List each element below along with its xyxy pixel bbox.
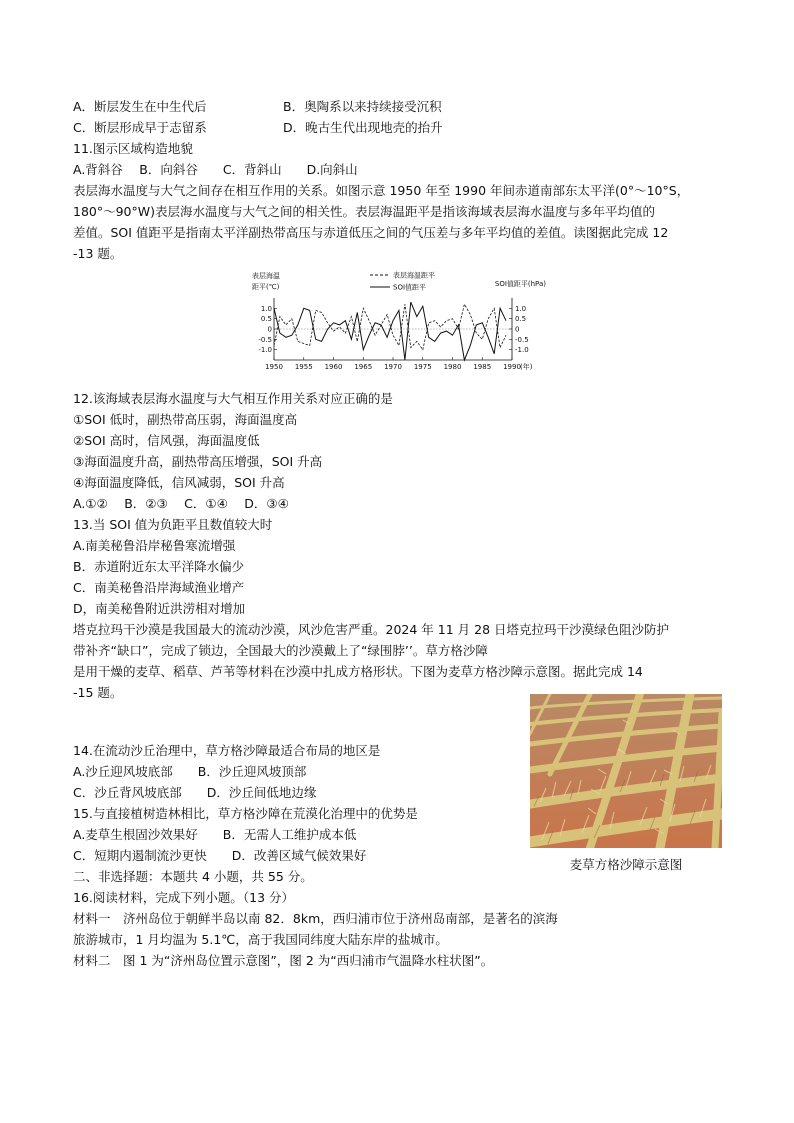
q16-material2: 材料二 图 1 为“济州岛位置示意图”，图 2 为“西归浦市气温降水柱状图”。	[73, 953, 494, 968]
left-tick-label: 0	[267, 325, 272, 334]
q14-stem: 14.在流动沙丘治理中，草方格沙障最适合布局的地区是	[73, 743, 381, 758]
passage1-line4: -13 题。	[73, 246, 123, 261]
q13-stem: 13.当 SOI 值为负距平且数值较大时	[73, 517, 273, 532]
q15-stem: 15.与直接植树造林相比，草方格沙障在荒漠化治理中的优势是	[73, 806, 418, 821]
chart-svg	[250, 268, 550, 380]
passage1-line3: 差值。SOI 值距平是指南太平洋副热带高压与赤道低压之间的气压差与多年平均值的差值。读图据此完成 12	[73, 225, 669, 240]
q13-option-b: B．赤道附近东太平洋降水偏少	[73, 559, 245, 574]
straw-checkerboard-photo	[530, 694, 722, 848]
q15-options-ab: A.麦草生根固沙效果好 B．无需人工维护成本低	[73, 827, 357, 842]
q13-option-a: A.南美秘鲁沿岸秘鲁寒流增强	[73, 538, 236, 553]
right-tick-label: 0.5	[515, 315, 527, 324]
x-tick-label: 1965	[354, 363, 373, 371]
left-tick-label: 0.5	[260, 315, 272, 324]
q15-options-cd: C．短期内遏制流沙更快 D．改善区域气候效果好	[73, 848, 367, 863]
right-tick-label: -1.0	[515, 346, 529, 355]
right-tick-label: -0.5	[515, 335, 529, 344]
q12-item-4: ④海面温度降低，信风减弱，SOI 升高	[73, 475, 285, 490]
q16-stem: 16.阅读材料，完成下列小题。（13 分）	[73, 890, 295, 905]
left-axis-title-line1: 表层海温	[252, 272, 280, 280]
legend-label-soi: SOI值距平	[393, 283, 427, 292]
passage2-line3: 是用干燥的麦草、稻草、芦苇等材料在沙漠中扎成方格形状。下图为麦草方格沙障示意图。据此完成 14	[73, 664, 643, 679]
x-tick-label: 1955	[294, 363, 313, 371]
passage2-line1: 塔克拉玛干沙漠是我国最大的流动沙漠，风沙危害严重。2024 年 11 月 28 日塔克拉玛干沙漠绿色阻沙防护	[73, 622, 669, 637]
series-line-soi	[274, 302, 506, 360]
q12-item-3: ③海面温度升高，副热带高压增强，SOI 升高	[73, 454, 323, 469]
q11-stem: 11.图示区域构造地貌	[73, 141, 193, 156]
q12-options: A.①② B．②③ C．①④ D．③④	[73, 496, 289, 511]
straw-grid-illustration	[530, 694, 722, 848]
photo-caption: 麦草方格沙障示意图	[569, 857, 683, 872]
q10-option-a: A．断层发生在中生代后	[73, 99, 207, 114]
x-tick-label: 1990	[503, 363, 521, 371]
q12-item-1: ①SOI 低时，副热带高压弱，海面温度高	[73, 412, 298, 427]
left-axis-title-line2: 距平(℃)	[252, 283, 280, 291]
passage1-line2: 180°～90°W)表层海水温度与大气之间的相关性。表层海温距平是指该海域表层海水温度与多年平均值的	[73, 204, 656, 219]
legend-label-sst: 表层海温距平	[393, 271, 435, 280]
q12-stem: 12.该海域表层海水温度与大气相互作用关系对应正确的是	[73, 391, 393, 406]
right-axis-title: SOI值距平(hPa)	[494, 280, 546, 288]
x-tick-label: 1950	[265, 363, 283, 371]
q14-options-cd: C．沙丘背风坡底部 D．沙丘间低地边缘	[73, 785, 317, 800]
passage1-line1: 表层海水温度与大气之间存在相互作用的关系。如图示意 1950 年至 1990 年间赤道南部东太平洋(0°～10°S，	[73, 183, 690, 198]
q10-option-d: D．晚古生代出现地壳的抬升	[283, 120, 443, 135]
q10-option-b: B．奥陶系以来持续接受沉积	[283, 99, 442, 114]
right-tick-label: 0	[515, 325, 520, 334]
right-tick-label: 1.0	[515, 304, 527, 313]
passage2-line4: -15 题。	[73, 685, 123, 700]
x-tick-label: 1970	[384, 363, 402, 371]
left-tick-label: -0.5	[258, 335, 272, 344]
left-tick-label: -1.0	[258, 346, 272, 355]
left-tick-label: 1.0	[260, 304, 272, 313]
section2-heading: 二、非选择题：本题共 4 小题，共 55 分。	[73, 869, 313, 884]
q14-options-ab: A.沙丘迎风坡底部 B．沙丘迎风坡顶部	[73, 764, 307, 779]
x-tick-label: 1980	[443, 363, 462, 371]
x-tick-label: 1960	[324, 363, 343, 371]
sst-soi-chart	[250, 268, 550, 380]
passage2-line2: 带补齐“缺口”，完成了锁边，全国最大的沙漠戴上了“绿围脖’’。草方格沙障	[73, 643, 488, 658]
q13-option-d: D，南美秘鲁附近洪涝相对增加	[73, 601, 246, 616]
q16-material1-line2: 旅游城市，1 月均温为 5.1℃，高于我国同纬度大陆东岸的盐城市。	[73, 932, 448, 947]
q16-material1-line1: 材料一 济州岛位于朝鲜半岛以南 82．8km，西归浦市位于济州岛南部，是著名的滨海	[73, 911, 558, 926]
q11-options: A.背斜谷 B．向斜谷 C．背斜山 D.向斜山	[73, 162, 358, 177]
q12-item-2: ②SOI 高时，信风强，海面温度低	[73, 433, 260, 448]
x-tick-label: 1985	[473, 363, 492, 371]
q10-option-row-2	[73, 118, 443, 137]
q10-option-row-1	[73, 97, 442, 116]
x-axis-unit: (年)	[520, 363, 533, 371]
q10-option-c: C．断层形成早于志留系	[73, 120, 207, 135]
x-tick-label: 1975	[413, 363, 432, 371]
q13-option-c: C．南美秘鲁沿岸海域渔业增产	[73, 580, 245, 595]
